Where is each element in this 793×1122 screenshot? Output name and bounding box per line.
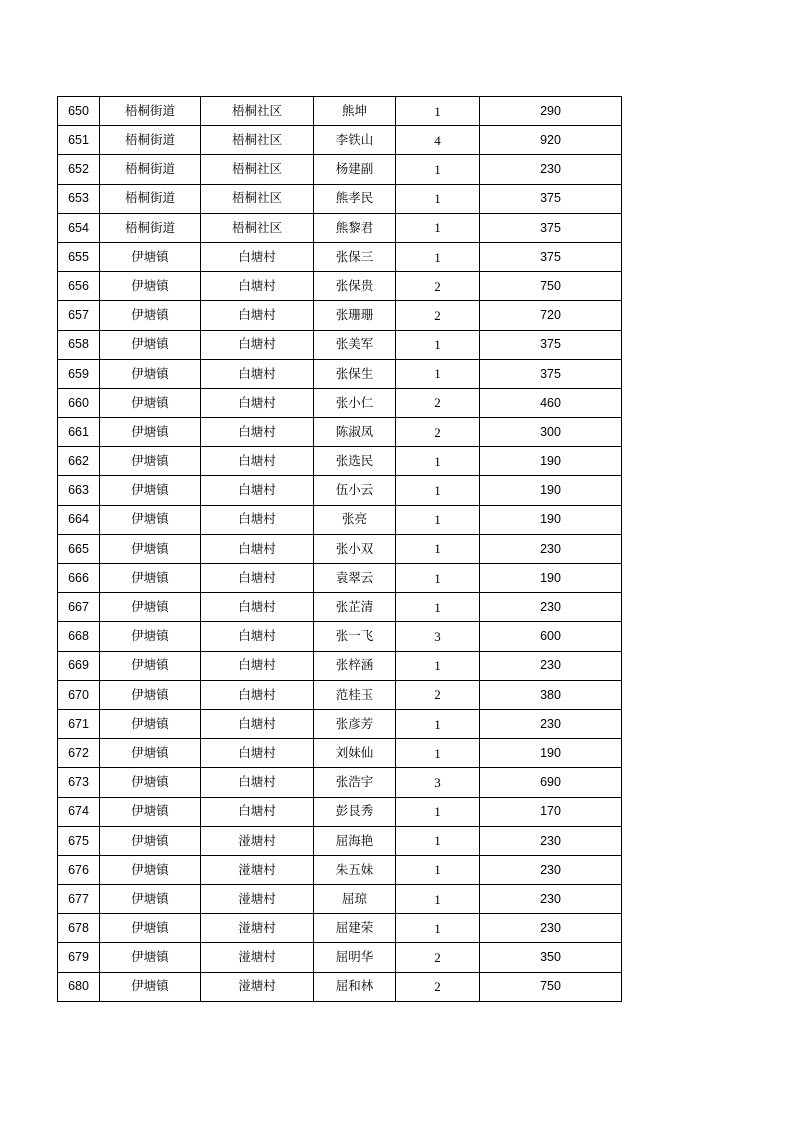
town-cell: 伊塘镇 (100, 768, 201, 797)
village-cell: 白塘村 (201, 301, 314, 330)
subsidy-table (57, 96, 622, 1002)
town-cell: 伊塘镇 (100, 622, 201, 651)
amount-cell: 190 (480, 739, 622, 768)
town-cell: 梧桐街道 (100, 184, 201, 213)
table-body (58, 97, 622, 1002)
person-name-cell: 朱五妹 (314, 855, 396, 884)
village-cell: 湴塘村 (201, 855, 314, 884)
household-count-cell: 1 (396, 593, 480, 622)
amount-cell: 375 (480, 184, 622, 213)
village-cell: 梧桐社区 (201, 184, 314, 213)
row-number-cell: 659 (58, 359, 100, 388)
town-cell: 伊塘镇 (100, 564, 201, 593)
village-cell: 白塘村 (201, 447, 314, 476)
household-count-cell: 1 (396, 505, 480, 534)
town-cell: 伊塘镇 (100, 505, 201, 534)
household-count-cell: 1 (396, 564, 480, 593)
table-row (58, 505, 622, 534)
row-number-cell: 674 (58, 797, 100, 826)
village-cell: 白塘村 (201, 359, 314, 388)
village-cell: 白塘村 (201, 505, 314, 534)
amount-cell: 230 (480, 155, 622, 184)
person-name-cell: 张彦芳 (314, 709, 396, 738)
town-cell: 伊塘镇 (100, 272, 201, 301)
town-cell: 伊塘镇 (100, 680, 201, 709)
amount-cell: 460 (480, 388, 622, 417)
village-cell: 湴塘村 (201, 826, 314, 855)
household-count-cell: 3 (396, 622, 480, 651)
village-cell: 湴塘村 (201, 943, 314, 972)
person-name-cell: 张芷清 (314, 593, 396, 622)
village-cell: 白塘村 (201, 564, 314, 593)
town-cell: 伊塘镇 (100, 593, 201, 622)
village-cell: 梧桐社区 (201, 126, 314, 155)
table-row (58, 564, 622, 593)
village-cell: 白塘村 (201, 739, 314, 768)
household-count-cell: 2 (396, 972, 480, 1001)
village-cell: 白塘村 (201, 622, 314, 651)
amount-cell: 750 (480, 972, 622, 1001)
town-cell: 伊塘镇 (100, 943, 201, 972)
household-count-cell: 1 (396, 709, 480, 738)
household-count-cell: 1 (396, 739, 480, 768)
household-count-cell: 1 (396, 359, 480, 388)
row-number-cell: 675 (58, 826, 100, 855)
person-name-cell: 张小仁 (314, 388, 396, 417)
village-cell: 白塘村 (201, 242, 314, 271)
table-row (58, 680, 622, 709)
amount-cell: 690 (480, 768, 622, 797)
table-row (58, 272, 622, 301)
table-row (58, 184, 622, 213)
table-row (58, 885, 622, 914)
row-number-cell: 650 (58, 97, 100, 126)
table-row (58, 593, 622, 622)
row-number-cell: 657 (58, 301, 100, 330)
amount-cell: 230 (480, 885, 622, 914)
household-count-cell: 1 (396, 184, 480, 213)
table-row (58, 651, 622, 680)
village-cell: 白塘村 (201, 680, 314, 709)
table-row (58, 914, 622, 943)
person-name-cell: 张珊珊 (314, 301, 396, 330)
person-name-cell: 张保三 (314, 242, 396, 271)
amount-cell: 720 (480, 301, 622, 330)
row-number-cell: 668 (58, 622, 100, 651)
town-cell: 伊塘镇 (100, 651, 201, 680)
person-name-cell: 张美军 (314, 330, 396, 359)
household-count-cell: 1 (396, 826, 480, 855)
town-cell: 伊塘镇 (100, 330, 201, 359)
row-number-cell: 677 (58, 885, 100, 914)
table-row (58, 447, 622, 476)
person-name-cell: 张选民 (314, 447, 396, 476)
person-name-cell: 屈海艳 (314, 826, 396, 855)
row-number-cell: 676 (58, 855, 100, 884)
amount-cell: 170 (480, 797, 622, 826)
table-row (58, 388, 622, 417)
amount-cell: 190 (480, 476, 622, 505)
household-count-cell: 1 (396, 914, 480, 943)
table-row (58, 213, 622, 242)
amount-cell: 230 (480, 534, 622, 563)
person-name-cell: 张浩宇 (314, 768, 396, 797)
household-count-cell: 1 (396, 797, 480, 826)
town-cell: 伊塘镇 (100, 709, 201, 738)
person-name-cell: 熊坤 (314, 97, 396, 126)
household-count-cell: 1 (396, 447, 480, 476)
village-cell: 白塘村 (201, 388, 314, 417)
table-row (58, 739, 622, 768)
village-cell: 白塘村 (201, 797, 314, 826)
household-count-cell: 1 (396, 213, 480, 242)
table-row (58, 943, 622, 972)
town-cell: 伊塘镇 (100, 476, 201, 505)
row-number-cell: 663 (58, 476, 100, 505)
amount-cell: 230 (480, 709, 622, 738)
person-name-cell: 彭艮秀 (314, 797, 396, 826)
household-count-cell: 1 (396, 97, 480, 126)
village-cell: 梧桐社区 (201, 97, 314, 126)
amount-cell: 190 (480, 564, 622, 593)
amount-cell: 750 (480, 272, 622, 301)
row-number-cell: 670 (58, 680, 100, 709)
table-row (58, 826, 622, 855)
amount-cell: 350 (480, 943, 622, 972)
table-row (58, 622, 622, 651)
table-row (58, 476, 622, 505)
household-count-cell: 1 (396, 330, 480, 359)
row-number-cell: 658 (58, 330, 100, 359)
row-number-cell: 669 (58, 651, 100, 680)
household-count-cell: 1 (396, 155, 480, 184)
town-cell: 伊塘镇 (100, 826, 201, 855)
household-count-cell: 2 (396, 680, 480, 709)
row-number-cell: 667 (58, 593, 100, 622)
person-name-cell: 张梓涵 (314, 651, 396, 680)
amount-cell: 920 (480, 126, 622, 155)
amount-cell: 375 (480, 213, 622, 242)
amount-cell: 375 (480, 359, 622, 388)
row-number-cell: 651 (58, 126, 100, 155)
row-number-cell: 652 (58, 155, 100, 184)
row-number-cell: 665 (58, 534, 100, 563)
amount-cell: 290 (480, 97, 622, 126)
household-count-cell: 1 (396, 651, 480, 680)
row-number-cell: 679 (58, 943, 100, 972)
row-number-cell: 653 (58, 184, 100, 213)
amount-cell: 230 (480, 855, 622, 884)
amount-cell: 375 (480, 242, 622, 271)
village-cell: 白塘村 (201, 476, 314, 505)
person-name-cell: 伍小云 (314, 476, 396, 505)
person-name-cell: 张亮 (314, 505, 396, 534)
table-row (58, 855, 622, 884)
town-cell: 伊塘镇 (100, 885, 201, 914)
person-name-cell: 熊黎君 (314, 213, 396, 242)
household-count-cell: 2 (396, 301, 480, 330)
household-count-cell: 3 (396, 768, 480, 797)
person-name-cell: 屈琼 (314, 885, 396, 914)
table-row (58, 330, 622, 359)
amount-cell: 300 (480, 418, 622, 447)
row-number-cell: 655 (58, 242, 100, 271)
row-number-cell: 656 (58, 272, 100, 301)
table-row (58, 768, 622, 797)
village-cell: 湴塘村 (201, 972, 314, 1001)
row-number-cell: 660 (58, 388, 100, 417)
amount-cell: 230 (480, 914, 622, 943)
town-cell: 伊塘镇 (100, 739, 201, 768)
table-row (58, 126, 622, 155)
table-row (58, 301, 622, 330)
village-cell: 湴塘村 (201, 885, 314, 914)
household-count-cell: 2 (396, 388, 480, 417)
household-count-cell: 1 (396, 476, 480, 505)
person-name-cell: 张小双 (314, 534, 396, 563)
town-cell: 伊塘镇 (100, 914, 201, 943)
person-name-cell: 刘妹仙 (314, 739, 396, 768)
person-name-cell: 杨建副 (314, 155, 396, 184)
person-name-cell: 屈建荣 (314, 914, 396, 943)
row-number-cell: 678 (58, 914, 100, 943)
amount-cell: 190 (480, 447, 622, 476)
town-cell: 伊塘镇 (100, 855, 201, 884)
row-number-cell: 661 (58, 418, 100, 447)
amount-cell: 190 (480, 505, 622, 534)
table-row (58, 797, 622, 826)
town-cell: 梧桐街道 (100, 126, 201, 155)
table-row (58, 97, 622, 126)
village-cell: 白塘村 (201, 651, 314, 680)
town-cell: 梧桐街道 (100, 155, 201, 184)
village-cell: 白塘村 (201, 593, 314, 622)
town-cell: 伊塘镇 (100, 972, 201, 1001)
household-count-cell: 4 (396, 126, 480, 155)
village-cell: 白塘村 (201, 418, 314, 447)
table-row (58, 155, 622, 184)
row-number-cell: 662 (58, 447, 100, 476)
row-number-cell: 680 (58, 972, 100, 1001)
table-row (58, 972, 622, 1001)
person-name-cell: 屈明华 (314, 943, 396, 972)
village-cell: 白塘村 (201, 330, 314, 359)
household-count-cell: 1 (396, 885, 480, 914)
table-row (58, 418, 622, 447)
table-row (58, 242, 622, 271)
row-number-cell: 672 (58, 739, 100, 768)
town-cell: 伊塘镇 (100, 797, 201, 826)
town-cell: 伊塘镇 (100, 534, 201, 563)
row-number-cell: 666 (58, 564, 100, 593)
town-cell: 伊塘镇 (100, 388, 201, 417)
town-cell: 伊塘镇 (100, 301, 201, 330)
amount-cell: 230 (480, 651, 622, 680)
person-name-cell: 张保贵 (314, 272, 396, 301)
village-cell: 梧桐社区 (201, 213, 314, 242)
village-cell: 白塘村 (201, 272, 314, 301)
town-cell: 伊塘镇 (100, 418, 201, 447)
amount-cell: 375 (480, 330, 622, 359)
village-cell: 白塘村 (201, 709, 314, 738)
town-cell: 伊塘镇 (100, 359, 201, 388)
amount-cell: 380 (480, 680, 622, 709)
amount-cell: 230 (480, 593, 622, 622)
row-number-cell: 671 (58, 709, 100, 738)
person-name-cell: 陈淑凤 (314, 418, 396, 447)
person-name-cell: 范桂玉 (314, 680, 396, 709)
town-cell: 伊塘镇 (100, 242, 201, 271)
town-cell: 梧桐街道 (100, 97, 201, 126)
table-row (58, 359, 622, 388)
household-count-cell: 1 (396, 242, 480, 271)
household-count-cell: 1 (396, 855, 480, 884)
household-count-cell: 2 (396, 418, 480, 447)
person-name-cell: 张一飞 (314, 622, 396, 651)
village-cell: 白塘村 (201, 768, 314, 797)
village-cell: 白塘村 (201, 534, 314, 563)
row-number-cell: 664 (58, 505, 100, 534)
person-name-cell: 李铁山 (314, 126, 396, 155)
amount-cell: 600 (480, 622, 622, 651)
amount-cell: 230 (480, 826, 622, 855)
person-name-cell: 熊孝民 (314, 184, 396, 213)
row-number-cell: 673 (58, 768, 100, 797)
household-count-cell: 2 (396, 943, 480, 972)
village-cell: 湴塘村 (201, 914, 314, 943)
household-count-cell: 1 (396, 534, 480, 563)
person-name-cell: 屈和林 (314, 972, 396, 1001)
town-cell: 梧桐街道 (100, 213, 201, 242)
person-name-cell: 袁翠云 (314, 564, 396, 593)
table-row (58, 709, 622, 738)
table-row (58, 534, 622, 563)
village-cell: 梧桐社区 (201, 155, 314, 184)
person-name-cell: 张保生 (314, 359, 396, 388)
row-number-cell: 654 (58, 213, 100, 242)
town-cell: 伊塘镇 (100, 447, 201, 476)
household-count-cell: 2 (396, 272, 480, 301)
